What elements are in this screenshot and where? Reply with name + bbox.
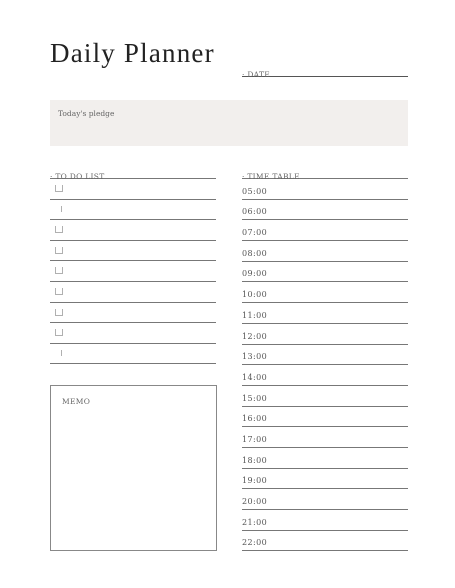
timetable-time: 21:00 xyxy=(242,517,268,527)
todo-row[interactable] xyxy=(50,344,216,365)
timetable-time: 17:00 xyxy=(242,434,268,444)
timetable-time: 12:00 xyxy=(242,331,268,341)
timetable-row[interactable] xyxy=(242,179,408,200)
timetable-row[interactable] xyxy=(242,448,408,469)
timetable-time: 09:00 xyxy=(242,269,268,279)
timetable-time: 14:00 xyxy=(242,372,268,382)
timetable-list xyxy=(242,179,408,551)
timetable-row[interactable] xyxy=(242,345,408,366)
timetable-row[interactable] xyxy=(242,220,408,241)
timetable-row[interactable] xyxy=(242,282,408,303)
timetable-time: 05:00 xyxy=(242,186,268,196)
todo-header xyxy=(50,164,216,179)
pledge-label: Today's pledge xyxy=(58,109,115,118)
timetable-row[interactable] xyxy=(242,262,408,283)
timetable-time: 19:00 xyxy=(242,476,268,486)
memo-box[interactable] xyxy=(50,385,217,551)
timetable-time: 16:00 xyxy=(242,414,268,424)
timetable-header-label: · TIME TABLE xyxy=(242,172,300,181)
timetable-row[interactable] xyxy=(242,324,408,345)
memo-label: MEMO xyxy=(62,397,91,406)
timetable-row[interactable] xyxy=(242,489,408,510)
checkbox-icon[interactable] xyxy=(55,226,63,233)
todo-row[interactable] xyxy=(50,220,216,241)
todo-row[interactable] xyxy=(50,303,216,324)
checkbox-icon[interactable] xyxy=(55,267,63,274)
checkbox-icon[interactable] xyxy=(55,329,63,336)
date-field[interactable] xyxy=(242,62,408,77)
timetable-time: 20:00 xyxy=(242,497,268,506)
timetable-row[interactable] xyxy=(242,407,408,428)
checkbox-icon[interactable] xyxy=(61,206,68,212)
checkbox-icon[interactable] xyxy=(55,309,63,316)
timetable-time: 18:00 xyxy=(242,455,268,465)
timetable-row[interactable] xyxy=(242,510,408,531)
todo-row[interactable] xyxy=(50,261,216,282)
timetable-row[interactable] xyxy=(242,427,408,448)
timetable-header xyxy=(242,164,408,179)
todo-header-label: · TO DO LIST xyxy=(50,172,105,181)
timetable-time: 10:00 xyxy=(242,290,268,300)
todo-row[interactable] xyxy=(50,179,216,200)
todo-row[interactable] xyxy=(50,323,216,344)
page-title: Daily Planner xyxy=(50,38,215,68)
todo-row[interactable] xyxy=(50,241,216,262)
timetable-row[interactable] xyxy=(242,469,408,490)
todo-list xyxy=(50,179,216,364)
todo-row[interactable] xyxy=(50,282,216,303)
checkbox-icon[interactable] xyxy=(61,350,68,356)
timetable-time: 07:00 xyxy=(242,228,268,238)
timetable-time: 08:00 xyxy=(242,248,268,258)
timetable-row[interactable] xyxy=(242,386,408,407)
timetable-time: 11:00 xyxy=(242,310,268,320)
checkbox-icon[interactable] xyxy=(55,288,63,295)
timetable-time: 06:00 xyxy=(242,207,268,217)
timetable-row[interactable] xyxy=(242,200,408,221)
timetable-time: 22:00 xyxy=(242,538,268,548)
todo-row[interactable] xyxy=(50,200,216,221)
checkbox-icon[interactable] xyxy=(55,185,63,192)
pledge-box[interactable] xyxy=(50,100,408,146)
timetable-time: 13:00 xyxy=(242,352,268,362)
timetable-row[interactable] xyxy=(242,241,408,262)
checkbox-icon[interactable] xyxy=(55,247,63,254)
timetable-row[interactable] xyxy=(242,303,408,324)
date-label: · DATE xyxy=(242,70,271,79)
timetable-row[interactable] xyxy=(242,531,408,552)
timetable-time: 15:00 xyxy=(242,393,268,403)
timetable-row[interactable] xyxy=(242,365,408,386)
